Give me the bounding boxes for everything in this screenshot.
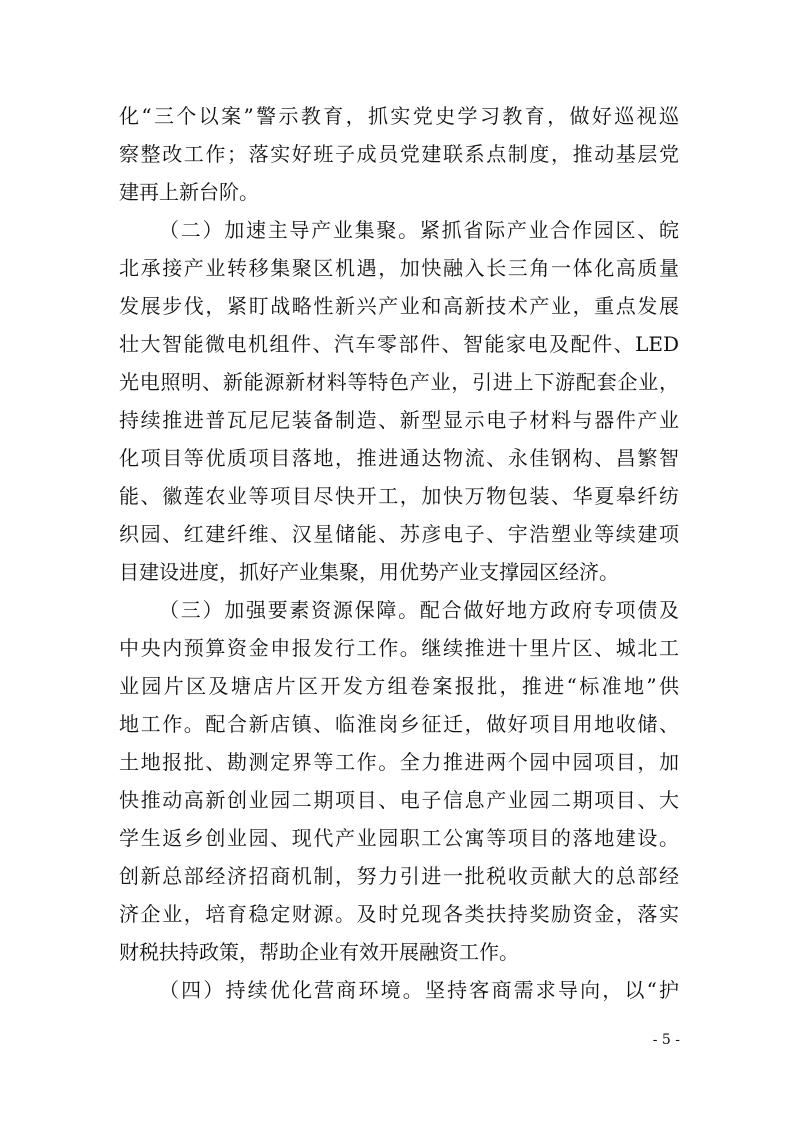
section-heading-4: （四）持续优化营商环境。坚持客商需求导向，以“护 bbox=[159, 978, 679, 1002]
text-line-1: 化“三个以案”警示教育，抓实党史学习教育，做好巡视巡 bbox=[119, 104, 679, 128]
text-line-16: 业园片区及塘店片区开发方组卷案报批，推进“标准地”供 bbox=[119, 674, 679, 698]
text-line-22: 济企业，培育稳定财源。及时兑现各类扶持奖励资金，落实 bbox=[119, 902, 679, 926]
text-line-3: 建再上新台阶。 bbox=[119, 180, 259, 204]
text-line-12: 织园、红建纤维、汉星储能、苏彦电子、宇浩塑业等续建项 bbox=[119, 522, 679, 546]
text-line-10: 化项目等优质项目落地，推进通达物流、永佳钢构、昌繁智 bbox=[119, 446, 679, 470]
text-line-9: 持续推进普瓦尼尼装备制造、新型显示电子材料与器件产业 bbox=[119, 408, 679, 432]
page-number: - 5 - bbox=[652, 1032, 680, 1048]
text-line-11: 能、徽莲农业等项目尽快开工，加快万物包装、华夏皋纤纺 bbox=[119, 484, 679, 508]
section-heading-2: （二）加速主导产业集聚。紧抓省际产业合作园区、皖 bbox=[159, 218, 679, 242]
text-line-21: 创新总部经济招商机制，努力引进一批税收贡献大的总部经 bbox=[119, 864, 679, 888]
text-line-13: 目建设进度，抓好产业集聚，用优势产业支撑园区经济。 bbox=[119, 560, 619, 584]
text-line-5: 北承接产业转移集聚区机遇，加快融入长三角一体化高质量 bbox=[119, 256, 679, 280]
text-line-18: 土地报批、勘测定界等工作。全力推进两个园中园项目，加 bbox=[119, 750, 679, 774]
text-line-8: 光电照明、新能源新材料等特色产业，引进上下游配套企业， bbox=[119, 370, 679, 394]
section-heading-3: （三）加强要素资源保障。配合做好地方政府专项债及 bbox=[159, 598, 679, 622]
text-line-7: 壮大智能微电机组件、汽车零部件、智能家电及配件、LED bbox=[119, 332, 679, 356]
text-line-6: 发展步伐，紧盯战略性新兴产业和高新技术产业，重点发展 bbox=[119, 294, 679, 318]
text-line-15: 中央内预算资金申报发行工作。继续推进十里片区、城北工 bbox=[119, 636, 679, 660]
text-line-19: 快推动高新创业园二期项目、电子信息产业园二期项目、大 bbox=[119, 788, 679, 812]
text-line-2: 察整改工作；落实好班子成员党建联系点制度，推动基层党 bbox=[119, 142, 679, 166]
text-line-17: 地工作。配合新店镇、临淮岗乡征迁，做好项目用地收储、 bbox=[119, 712, 679, 736]
text-line-20: 学生返乡创业园、现代产业园职工公寓等项目的落地建设。 bbox=[119, 826, 679, 850]
text-line-23: 财税扶持政策，帮助企业有效开展融资工作。 bbox=[119, 940, 519, 964]
